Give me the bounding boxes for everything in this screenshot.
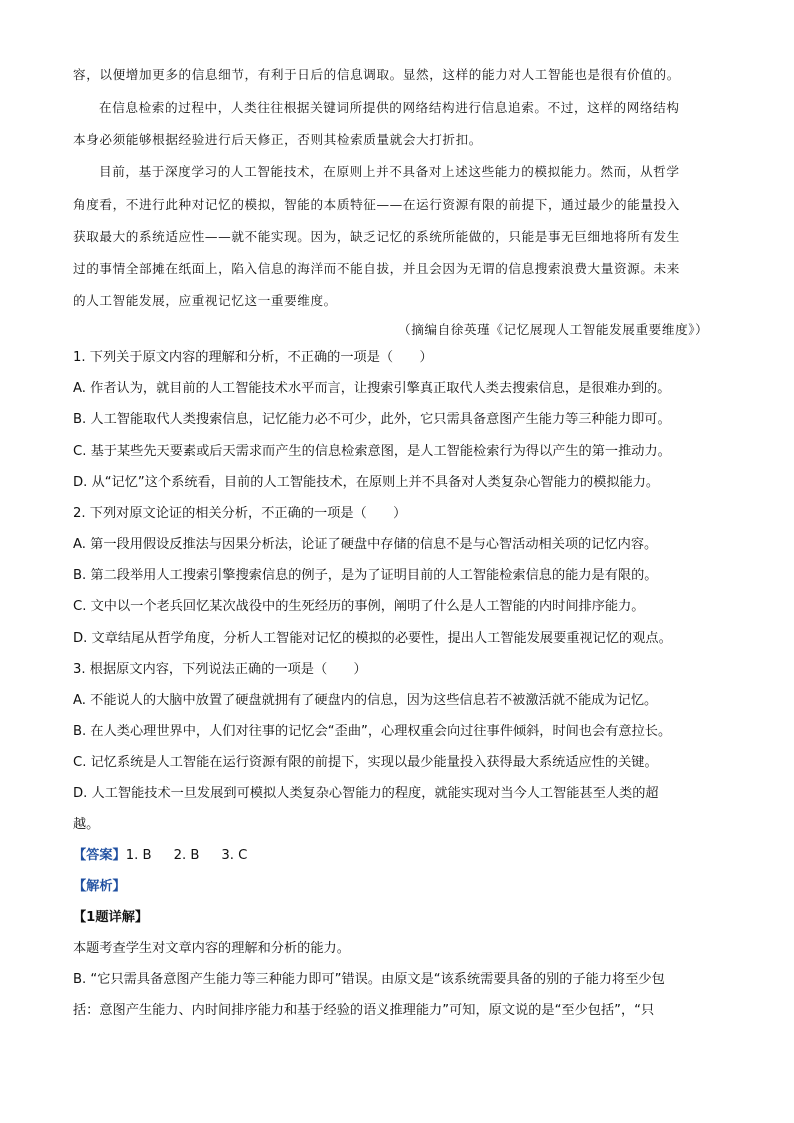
question-option: A. 不能说人的大脑中放置了硬盘就拥有了硬盘内的信息，因为这些信息若不被激活就不能成为记忆。: [73, 693, 658, 708]
answer-item: 2. B: [173, 848, 200, 863]
question-option: A. 第一段用假设反推法与因果分析法，论证了硬盘中存储的信息不是与心智活动相关项的记忆内容。: [73, 537, 658, 552]
answer-line: [73, 847, 247, 865]
answer-label: 【答案】: [73, 848, 126, 863]
question-option: D. 从“记忆”这个系统看，目前的人工智能技术，在原则上并不具备对人类复杂心智能力的模拟能力。: [73, 475, 660, 490]
question-stem: 2. 下列对原文论证的相关分析，不正确的一项是（ ）: [73, 506, 407, 521]
analysis-line: B. “它只需具备意图产生能力等三种能力即可”错误。由原文是“该系统需要具备的别的子能力将至少包: [73, 972, 665, 987]
passage-line: 过的事情全部摊在纸面上，陷入信息的海洋而不能自拔，并且会因为无谓的信息搜索浪费大量资源。未来: [73, 261, 680, 276]
question-option: C. 记忆系统是人工智能在运行资源有限的前提下，实现以最少能量投入获得最大系统适应性的关键。: [73, 755, 658, 770]
question-option: C. 文中以一个老兵回忆某次战役中的生死经历的事例，阐明了什么是人工智能的内时间排序能力。: [73, 599, 645, 614]
analysis-line: 本题考查学生对文章内容的理解和分析的能力。: [73, 941, 350, 956]
question-option: B. 第二段举用人工搜索引擎搜索信息的例子，是为了证明目前的人工智能检索信息的能力是有限的。: [73, 568, 658, 583]
question-option: B. 在人类心理世界中，人们对往事的记忆会“歪曲”，心理权重会向过往事件倾斜，时间也会有意拉长。: [73, 724, 672, 739]
passage-source: （摘编自徐英瑾《记忆展现人工智能发展重要维度》）: [398, 322, 709, 337]
passage-line: 目前，基于深度学习的人工智能技术，在原则上并不具备对上述这些能力的模拟能力。然而，从哲学: [99, 164, 680, 179]
passage-line: 的人工智能发展，应重视记忆这一重要维度。: [73, 293, 337, 308]
question-option: C. 基于某些先天要素或后天需求而产生的信息检索意图，是人工智能检索行为得以产生的第一推动力。: [73, 444, 671, 459]
passage-line: 角度看，不进行此种对记忆的模拟，智能的本质特征——在运行资源有限的前提下，通过最少的能量投入: [73, 197, 680, 212]
analysis-q1-heading: 【1题详解】: [73, 910, 149, 925]
analysis-label: 【解析】: [73, 879, 126, 894]
question-stem: 1. 下列关于原文内容的理解和分析，不正确的一项是（ ）: [73, 350, 433, 365]
question-stem: 3. 根据原文内容，下列说法正确的一项是（ ）: [73, 662, 367, 677]
question-option: A. 作者认为，就目前的人工智能技术水平而言，让搜索引擎真正取代人类去搜索信息，是很难办到的。: [73, 381, 671, 396]
passage-line: 在信息检索的过程中，人类往往根据关键词所提供的网络结构进行信息追索。不过，这样的网络结构: [99, 100, 680, 115]
question-option: B. 人工智能取代人类搜索信息，记忆能力必不可少，此外，它只需具备意图产生能力等三种能力即可。: [73, 412, 671, 427]
passage-line: 获取最大的系统适应性——就不能实现。因为，缺乏记忆的系统所能做的，只能是事无巨细地将所有发生: [73, 229, 680, 244]
analysis-line: 括：意图产生能力、内时间排序能力和基于经验的语义推理能力”可知，原文说的是“至少包括”，“只: [73, 1003, 655, 1018]
question-option: D. 文章结尾从哲学角度，分析人工智能对记忆的模拟的必要性，提出人工智能发展要重视记忆的观点。: [73, 631, 672, 646]
answer-item: 3. C: [221, 848, 248, 863]
answer-item: 1. B: [125, 848, 152, 863]
passage-line: 容，以便增加更多的信息细节，有利于日后的信息调取。显然，这样的能力对人工智能也是很有价值的。: [73, 67, 680, 82]
question-option-continuation: 越。: [73, 817, 100, 832]
passage-line: 本身必须能够根据经验进行后天修正，否则其检索质量就会大打折扣。: [73, 132, 483, 147]
question-option: D. 人工智能技术一旦发展到可模拟人类复杂心智能力的程度，就能实现对当今人工智能甚至人类的超: [73, 786, 659, 801]
